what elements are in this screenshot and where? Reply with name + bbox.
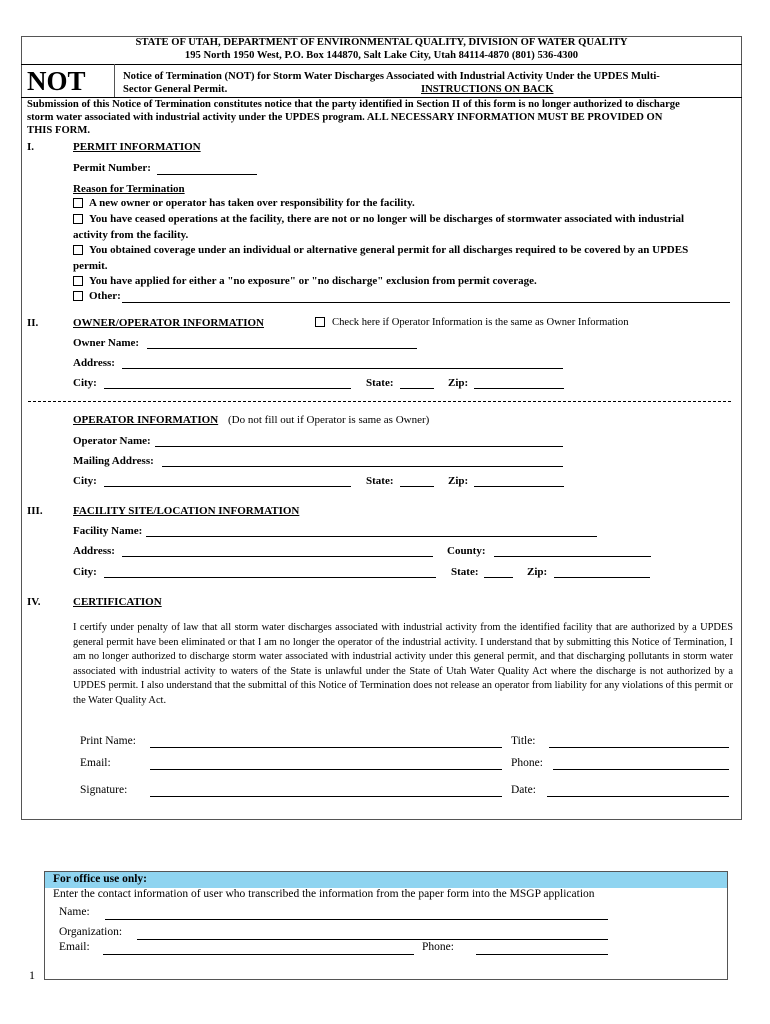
section3-number: III.: [27, 505, 43, 517]
section3-title: FACILITY SITE/LOCATION INFORMATION: [73, 505, 300, 517]
certification-text: I certify under penalty of law that all storm water discharges associated with industrial activity from the identified facility that are authorized by a UPDES general permit have been eliminated or that I am no longer the operator of the industrial activity. I understand that by submitting this Notice of Termination, I am no longer authorized to discharge storm water associated with industrial activity under this general permit, and that discharging pollutants in storm water associated with industrial activity to waters of the State is unlawful under the State of Utah Water Quality Act where the discharge is not authorized by a UPDES permit. I also understand that the submittal of this Notice of Termination does not release an operator from liability for any violations of this permit or the Water Quality Act.: [73, 622, 733, 706]
operator-state-input[interactable]: [400, 486, 434, 487]
facility-city-input[interactable]: [104, 577, 436, 578]
owner-name-input[interactable]: [147, 348, 417, 349]
facility-zip-label: Zip:: [527, 566, 548, 578]
office-phone-label: Phone:: [422, 941, 454, 953]
office-organization-label: Organization:: [59, 926, 123, 938]
cert-phone-label: Phone:: [511, 757, 543, 769]
form-code: NOT: [27, 66, 86, 96]
operator-state-label: State:: [366, 475, 394, 487]
reason-new-owner-checkbox[interactable]: [73, 198, 83, 208]
owner-address-input[interactable]: [122, 368, 563, 369]
operator-name-input[interactable]: [155, 446, 563, 447]
intro-line1: Submission of this Notice of Termination constitutes notice that the party identified in Section II of this form is no longer authorized to discharge: [27, 99, 680, 110]
office-name-label: Name:: [59, 906, 90, 918]
facility-address-label: Address:: [73, 545, 115, 557]
facility-address-input[interactable]: [122, 556, 433, 557]
office-use-instruction: Enter the contact information of user who transcribed the information from the paper form into the MSGP application: [53, 888, 595, 900]
facility-name-input[interactable]: [146, 536, 597, 537]
reason-other-label: Other:: [89, 290, 121, 302]
operator-name-label: Operator Name:: [73, 435, 151, 447]
owner-city-label: City:: [73, 377, 97, 389]
cert-title-label: Title:: [511, 735, 536, 747]
section1-number: I.: [27, 141, 35, 153]
office-email-input[interactable]: [103, 954, 414, 955]
page-number: 1: [29, 968, 35, 982]
intro-line3: THIS FORM.: [27, 125, 90, 136]
office-organization-input[interactable]: [137, 939, 608, 940]
reason-ceased-ops-label: You have ceased operations at the facility, there are not or no longer will be discharges of stormwater associated with industrial: [89, 213, 685, 225]
reason-ceased-ops-checkbox[interactable]: [73, 214, 83, 224]
agency-heading: STATE OF UTAH, DEPARTMENT OF ENVIRONMENTAL QUALITY, DIVISION OF WATER QUALITY: [135, 37, 628, 48]
facility-name-label: Facility Name:: [73, 525, 143, 537]
form-title-line1: Notice of Termination (NOT) for Storm Water Discharges Associated with Industrial Activity Under the UPDES Multi-: [123, 71, 660, 82]
instructions-link[interactable]: INSTRUCTIONS ON BACK: [421, 84, 554, 95]
permit-number-input[interactable]: [157, 174, 257, 175]
operator-zip-input[interactable]: [474, 486, 564, 487]
owner-city-input[interactable]: [104, 388, 351, 389]
reason-heading: Reason for Termination: [73, 183, 185, 195]
reason-individual-permit-label: You obtained coverage under an individual or alternative general permit for all discharges required to be covered by an UPDES: [89, 244, 689, 256]
section2-number: II.: [27, 317, 39, 329]
reason-exclusion-label: You have applied for either a "no exposure" or "no discharge" exclusion from permit coverage.: [89, 275, 537, 287]
cert-title-input[interactable]: [549, 747, 729, 748]
cert-email-label: Email:: [80, 757, 111, 769]
office-name-input[interactable]: [105, 919, 608, 920]
section2-title: OWNER/OPERATOR INFORMATION: [73, 317, 264, 329]
title-divider: [21, 97, 742, 98]
section4-title: CERTIFICATION: [73, 596, 162, 608]
signature-input[interactable]: [150, 796, 502, 797]
facility-state-label: State:: [451, 566, 479, 578]
cert-phone-input[interactable]: [553, 769, 729, 770]
print-name-input[interactable]: [150, 747, 502, 748]
owner-address-label: Address:: [73, 357, 115, 369]
office-use-header-bar: [45, 872, 727, 888]
form-title-line2: Sector General Permit.: [123, 84, 228, 95]
operator-zip-label: Zip:: [448, 475, 469, 487]
operator-info-title: OPERATOR INFORMATION: [73, 414, 219, 426]
reason-exclusion-checkbox[interactable]: [73, 276, 83, 286]
reason-ceased-ops-label-cont: activity from the facility.: [73, 229, 189, 241]
mailing-address-label: Mailing Address:: [73, 455, 154, 467]
mailing-address-input[interactable]: [162, 466, 563, 467]
owner-zip-label: Zip:: [448, 377, 469, 389]
office-email-label: Email:: [59, 941, 90, 953]
header-divider: [21, 64, 742, 65]
owner-operator-separator: [28, 401, 731, 402]
facility-city-label: City:: [73, 566, 97, 578]
owner-state-input[interactable]: [400, 388, 434, 389]
owner-zip-input[interactable]: [474, 388, 564, 389]
section1-title: PERMIT INFORMATION: [73, 141, 201, 153]
reason-other-input[interactable]: [122, 302, 730, 303]
same-as-owner-label: Check here if Operator Information is the same as Owner Information: [332, 317, 629, 328]
agency-address: 195 North 1950 West, P.O. Box 144870, Salt Lake City, Utah 84114-4870 (801) 536-4300: [184, 50, 579, 61]
intro-line2: storm water associated with industrial activity under the UPDES program. ALL NECESSARY INFORMATION MUST BE PROVIDED ON: [27, 112, 663, 123]
reason-individual-permit-label-cont: permit.: [73, 260, 108, 272]
facility-county-label: County:: [447, 545, 486, 557]
print-name-label: Print Name:: [80, 735, 136, 747]
owner-state-label: State:: [366, 377, 394, 389]
section4-number: IV.: [27, 596, 41, 608]
reason-individual-permit-checkbox[interactable]: [73, 245, 83, 255]
facility-county-input[interactable]: [494, 556, 651, 557]
operator-city-label: City:: [73, 475, 97, 487]
owner-name-label: Owner Name:: [73, 337, 140, 349]
cert-date-label: Date:: [511, 784, 536, 796]
office-use-heading: For office use only:: [53, 873, 148, 885]
form-code-divider: [114, 64, 115, 98]
cert-date-input[interactable]: [547, 796, 729, 797]
operator-info-note: (Do not fill out if Operator is same as Owner): [228, 414, 430, 426]
cert-email-input[interactable]: [150, 769, 502, 770]
permit-number-label: Permit Number:: [73, 162, 151, 174]
office-use-box: [44, 871, 728, 980]
operator-city-input[interactable]: [104, 486, 351, 487]
office-phone-input[interactable]: [476, 954, 608, 955]
facility-state-input[interactable]: [484, 577, 513, 578]
same-as-owner-checkbox[interactable]: [315, 317, 325, 327]
reason-other-checkbox[interactable]: [73, 291, 83, 301]
reason-new-owner-label: A new owner or operator has taken over responsibility for the facility.: [89, 197, 415, 209]
facility-zip-input[interactable]: [554, 577, 650, 578]
signature-label: Signature:: [80, 784, 128, 796]
